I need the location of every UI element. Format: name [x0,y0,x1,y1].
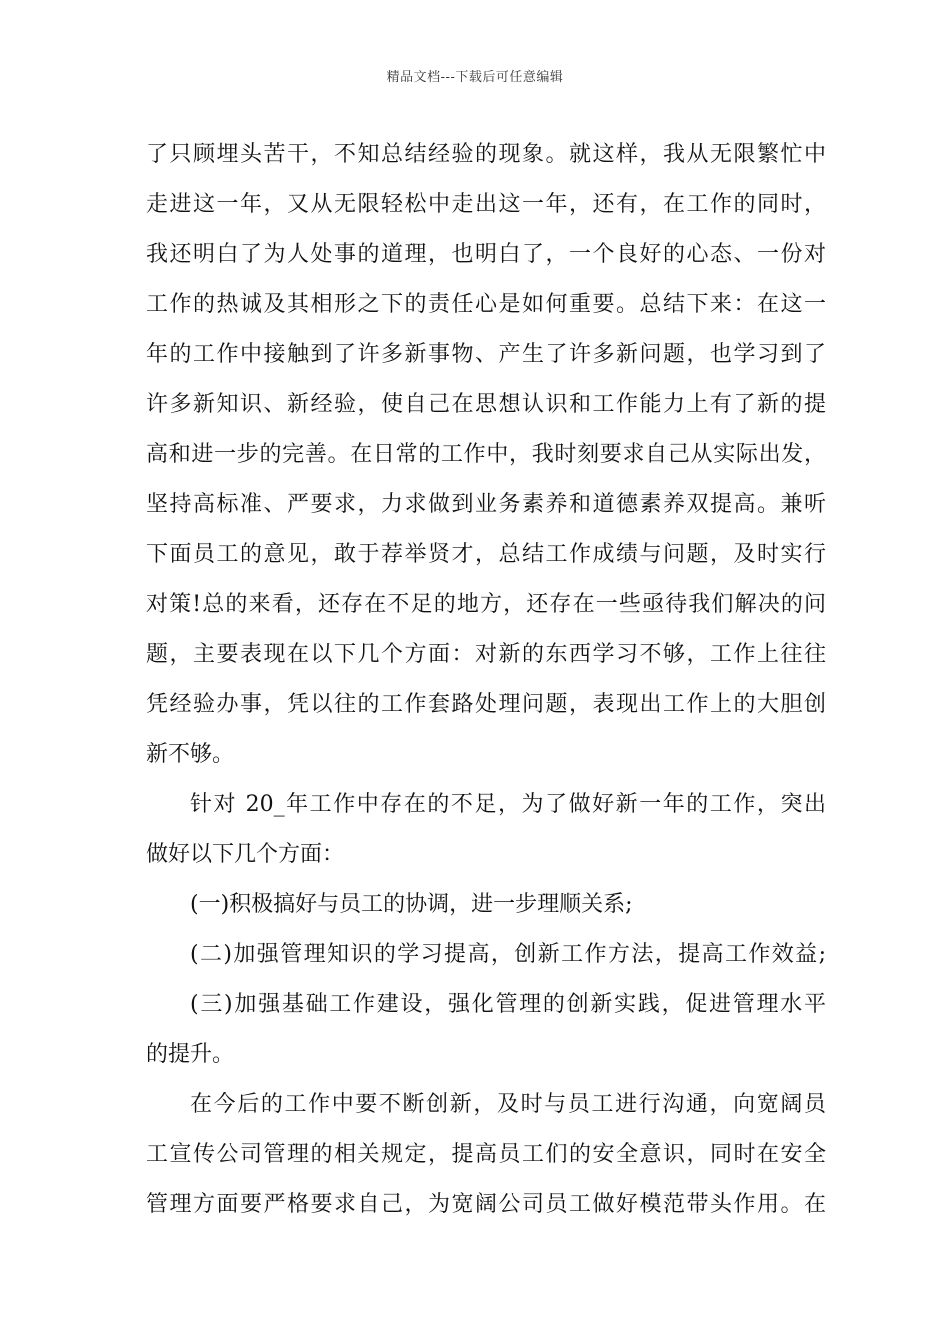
list-item: (一)积极搞好与员工的协调，进一步理顺关系; [190,892,633,917]
text-line: 下面员工的意见，敢于荐举贤才，总结工作成绩与问题，及时实行 [146,542,826,567]
text-line: 新不够。 [146,742,235,767]
text-line: 工作的热诚及其相形之下的责任心是如何重要。总结下来：在这一 [146,292,826,317]
text-line: 高和进一步的完善。在日常的工作中，我时刻要求自己从实际出发， [146,442,826,467]
page-header: 精品文档---下载后可任意编辑 [386,70,564,85]
text-line: 题，主要表现在以下几个方面：对新的东西学习不够，工作上往往 [146,642,826,667]
text-line: 做好以下几个方面： [146,842,345,867]
text-line: 了只顾埋头苦干，不知总结经验的现象。就这样，我从无限繁忙中 [146,142,826,167]
text-line: 许多新知识、新经验，使自己在思想认识和工作能力上有了新的提 [146,392,826,417]
text-line: 对策!总的来看，还存在不足的地方，还存在一些亟待我们解决的问 [146,592,826,617]
text-line: 坚持高标准、严要求，力求做到业务素养和道德素养双提高。兼听 [146,492,826,517]
text-line: 在今后的工作中要不断创新，及时与员工进行沟通，向宽阔员 [190,1092,826,1117]
text-line: 管理方面要严格要求自己，为宽阔公司员工做好模范带头作用。在 [146,1192,826,1217]
text-line: 针对 20_年工作中存在的不足，为了做好新一年的工作，突出 [190,792,826,817]
text-line: 走进这一年，又从无限轻松中走出这一年，还有，在工作的同时， [146,192,826,217]
text-line: 凭经验办事，凭以往的工作套路处理问题，表现出工作上的大胆创 [146,692,826,717]
list-item: (二)加强管理知识的学习提高，创新工作方法，提高工作效益; [190,942,826,967]
list-item: (三)加强基础工作建设，强化管理的创新实践，促进管理水平 [190,992,826,1017]
text-line: 的提升。 [146,1042,235,1067]
text-line: 工宣传公司管理的相关规定，提高员工们的安全意识，同时在安全 [146,1142,826,1167]
text-line: 我还明白了为人处事的道理，也明白了，一个良好的心态、一份对 [146,242,826,267]
text-line: 年的工作中接触到了许多新事物、产生了许多新问题，也学习到了 [146,342,826,367]
document-body [146,130,826,1230]
